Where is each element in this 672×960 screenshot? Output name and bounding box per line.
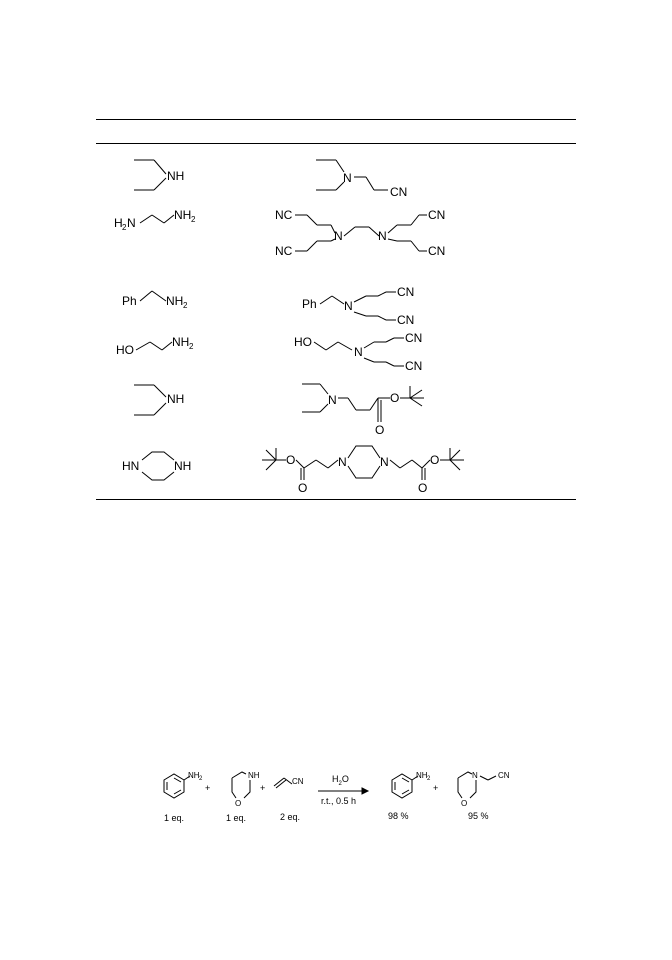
row2-reactant-nh2: NH — [174, 208, 192, 222]
row6-product-n-right: N — [380, 455, 389, 469]
svg-text:O: O — [298, 481, 308, 495]
reaction-arrow — [318, 787, 368, 795]
reaction-conditions: r.t., 0.5 h — [321, 796, 357, 806]
row3-product-cn: CN — [397, 285, 415, 299]
plus-1: + — [205, 783, 211, 793]
product-o: O — [461, 799, 468, 808]
plus-2: + — [260, 783, 266, 793]
row2-product-n2: N — [378, 229, 387, 243]
svg-text:NC: NC — [275, 244, 293, 258]
svg-text:2: 2 — [427, 776, 431, 782]
row4-product-cn: CN — [405, 331, 423, 345]
row3-product-ph: Ph — [302, 297, 317, 311]
acrylonitrile-structure — [272, 772, 312, 792]
row4-product-n: N — [354, 345, 363, 359]
aniline-structure — [152, 770, 202, 806]
row3-reactant-nh2: NH — [166, 294, 184, 308]
row1-product-n: N — [343, 171, 352, 185]
svg-text:2: 2 — [189, 342, 194, 351]
row1-product-structure — [310, 152, 430, 202]
acrylonitrile-cn: CN — [292, 777, 304, 786]
svg-text:N: N — [127, 216, 136, 230]
row5-reactant-structure — [130, 377, 190, 421]
row4-reactant-nh2: NH — [172, 335, 190, 349]
svg-text:O: O — [430, 453, 440, 467]
eq-morpholine: 1 eq. — [226, 813, 247, 823]
row6-reactant-hn: HN — [122, 459, 140, 473]
eq-acrylonitrile: 2 eq. — [280, 812, 301, 822]
table-bottom-rule — [96, 499, 576, 500]
row3-product-n: N — [344, 299, 353, 313]
row2-reactant-h2n: H — [114, 216, 123, 230]
morpholine-o: O — [235, 799, 242, 808]
row4-reactant-structure — [116, 332, 206, 362]
yield-aniline: 98 % — [388, 811, 409, 821]
plus-3: + — [433, 783, 439, 793]
svg-text:2: 2 — [122, 223, 127, 232]
row6-product-n-left: N — [338, 455, 347, 469]
row5-product-structure — [298, 378, 438, 438]
row1-product-cn: CN — [390, 185, 408, 199]
svg-text:CN: CN — [397, 313, 415, 327]
row2-reactant-structure — [114, 205, 204, 235]
row6-product-structure — [258, 440, 468, 496]
product-cn: CN — [498, 771, 510, 780]
svg-text:CN: CN — [405, 359, 423, 373]
row4-product-ho: HO — [294, 335, 312, 349]
svg-text:O: O — [286, 453, 296, 467]
svg-text:2: 2 — [191, 215, 196, 224]
row3-reactant-ph: Ph — [122, 294, 137, 308]
product-structure — [444, 768, 524, 810]
row4-reactant-ho: HO — [116, 343, 134, 357]
svg-text:NH: NH — [416, 771, 428, 780]
row2-product-structure — [275, 205, 455, 265]
svg-text:2: 2 — [183, 301, 188, 310]
svg-text:NC: NC — [275, 208, 293, 222]
eq-aniline: 1 eq. — [164, 813, 185, 823]
row5-product-n: N — [328, 393, 337, 407]
yield-product: 95 % — [468, 811, 489, 821]
row5-product-o-carbonyl: O — [375, 423, 385, 437]
row1-reactant-nh: NH — [167, 169, 185, 183]
row2-product-cn: CN — [428, 208, 446, 222]
product-n: N — [472, 771, 478, 780]
row4-product-structure — [294, 330, 434, 374]
row6-reactant-nh: NH — [174, 459, 192, 473]
svg-text:2: 2 — [199, 776, 203, 782]
row5-product-o-ester: O — [390, 391, 400, 405]
aniline-product-structure — [380, 770, 430, 806]
aniline-nh2: NH — [188, 771, 200, 780]
svg-text:O: O — [418, 481, 428, 495]
row3-reactant-structure — [122, 283, 202, 313]
row3-product-structure — [302, 284, 432, 328]
reagent: $H_2O$ — [332, 774, 349, 787]
row6-reactant-structure — [122, 448, 202, 484]
row2-product-n1: N — [334, 229, 343, 243]
table-header-rule — [96, 143, 576, 144]
row1-reactant-structure — [130, 152, 190, 196]
morpholine-nh: NH — [248, 771, 260, 780]
svg-text:CN: CN — [428, 244, 446, 258]
table-top-rule — [96, 119, 576, 120]
row5-reactant-nh: NH — [167, 392, 185, 406]
